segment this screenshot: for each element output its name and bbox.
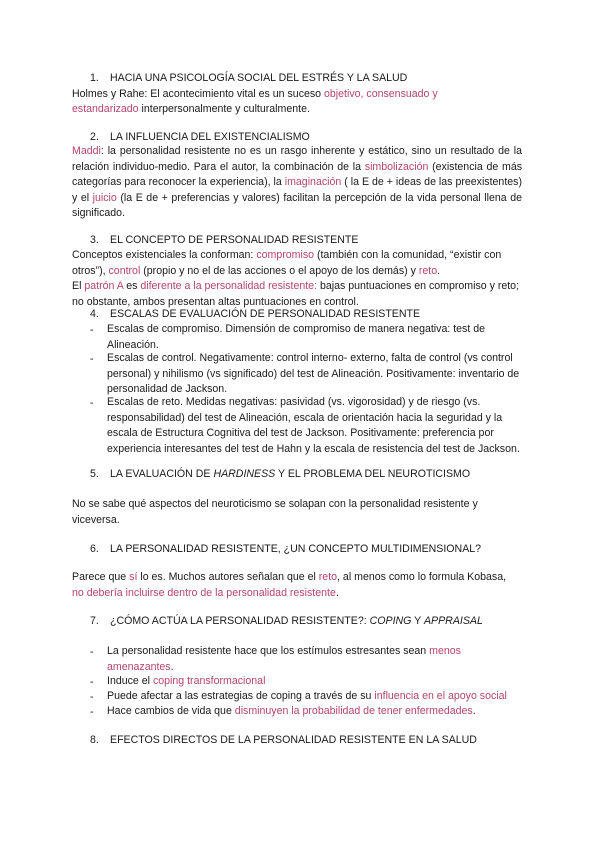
paragraph-6: Parece que sí lo es. Muchos autores señalan que el reto, al menos como lo formula Kobasa, no debería incluirse dentro de la personalidad resistente.: [72, 571, 507, 599]
paragraph-5: No se sabe qué aspectos del neuroticismo se solapan con la personalidad resistente y viceversa.: [72, 498, 478, 526]
bullet-dash: -: [90, 353, 94, 365]
paragraph-1-line-2: estandarizado interpersonalmente y culturalmente.: [72, 103, 310, 115]
list-item-coping: Induce el coping transformacional: [107, 675, 266, 687]
heading-4: 4. ESCALAS DE EVALUACIÓN DE PERSONALIDAD RESISTENTE: [90, 308, 421, 320]
paragraph-3a: Conceptos existenciales la conforman: compromiso (también con la comunidad, “existir con otros”), control (propio y no el de las acciones o el apoyo de los demás) y reto.: [72, 249, 502, 277]
list-item-menos-amenazantes: La personalidad resistente hace que los estímulos estresantes sean menos amenazantes.: [107, 645, 461, 673]
bullet-dash: -: [90, 397, 94, 409]
heading-8: 8. EFECTOS DIRECTOS DE LA PERSONALIDAD RESISTENTE EN LA SALUD: [90, 734, 477, 746]
list-item-scale-compromiso: Escalas de compromiso. Dimensión de compromiso de manera negativa: test de Alineación.: [107, 323, 486, 351]
heading-2: 2. LA INFLUENCIA DEL EXISTENCIALISMO: [90, 131, 310, 143]
heading-5: 5. LA EVALUACIÓN DE HARDINESS Y EL PROBLEMA DEL NEUROTICISMO: [90, 468, 471, 480]
paragraph-3b: El patrón A es diferente a la personalidad resistente: bajas puntuaciones en compromiso y reto; no obstante, ambos presentan altas puntuaciones en control.: [72, 280, 520, 308]
list-item-scale-control: Escalas de control. Negativamente: control interno- externo, falta de control (vs control personal) y nihilismo (vs significado) del test de Alineación. Positivamente: inventario de personalidad de Jackson.: [107, 352, 520, 395]
bullet-dash: -: [90, 324, 94, 336]
heading-7: 7. ¿CÓMO ACTÚA LA PERSONALIDAD RESISTENTE?: COPING Y APPRAISAL: [90, 615, 483, 627]
heading-3: 3. EL CONCEPTO DE PERSONALIDAD RESISTENTE: [90, 234, 359, 246]
list-item-apoyo-social: Puede afectar a las estrategias de coping a través de su influencia en el apoyo social: [107, 690, 507, 702]
bullet-dash: -: [90, 676, 94, 688]
heading-1: 1. HACIA UNA PSICOLOGÍA SOCIAL DEL ESTRÉS Y LA SALUD: [90, 72, 408, 84]
bullet-dash: -: [90, 691, 94, 703]
list-item-enfermedades: Hace cambios de vida que disminuyen la probabilidad de tener enfermedades.: [107, 705, 476, 717]
paragraph-2: Maddi: la personalidad resistente no es un rasgo inherente y estático, sino un resultado de la relación individuo-medio. Para el autor, la combinación de la simbolización (existencia de más categorías para reconocer la experiencia), la imaginación ( la E de + ideas de las preexistentes) y el juicio (la E de + preferencias y valores) facilitan la percepción de la vida personal llena de significado.: [72, 145, 523, 219]
bullet-dash: -: [90, 646, 94, 658]
list-item-scale-reto: Escalas de reto. Medidas negativas: pasividad (vs. vigorosidad) y de riesgo (vs. responsabilidad) del test de Alineación, escala de orientación hacia la seguridad y la escala de Estructura Cognitiva del test de Jackson. Positivamente: preferencia por experiencia interesantes del test de Hahn y la escala de resistencia del test de Jackson.: [107, 396, 520, 455]
paragraph-1-line-1: Holmes y Rahe: El acontecimiento vital es un suceso objetivo, consensuado y: [72, 88, 438, 100]
heading-6: 6. LA PERSONALIDAD RESISTENTE, ¿UN CONCEPTO MULTIDIMENSIONAL?: [90, 543, 482, 555]
bullet-dash: -: [90, 706, 94, 718]
